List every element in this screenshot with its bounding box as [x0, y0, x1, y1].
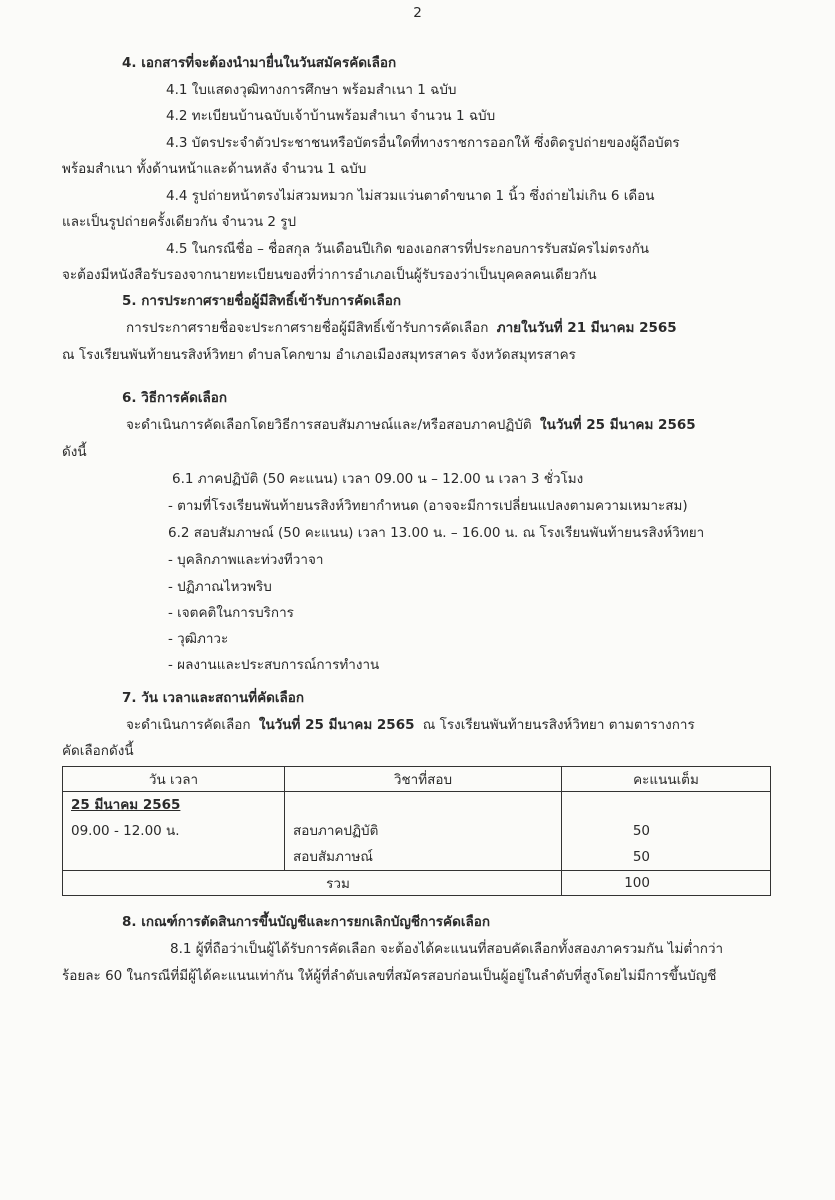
item-4-2: 4.2 ทะเบียนบ้านฉบับเจ้าบ้านพร้อมสำเนา จำนวน 1 ฉบับ	[166, 108, 496, 124]
section-5-para-line2: ณ โรงเรียนพันท้ายนรสิงห์วิทยา ตำบลโคกขาม อำเภอเมืองสมุทรสาคร จังหวัดสมุทรสาคร	[62, 347, 576, 363]
item-6-1: 6.1 ภาคปฏิบัติ (50 คะแนน) เวลา 09.00 น – 12.00 น เวลา 3 ชั่วโมง	[172, 471, 584, 487]
subject-practical: สอบภาคปฏิบัติ	[293, 823, 379, 839]
exam-date: 25 มีนาคม 2565	[71, 797, 181, 813]
criteria-item: - เจตคติในการบริการ	[168, 605, 294, 621]
section-7-para-line1	[126, 716, 695, 734]
criteria-item: - ปฏิภาณไหวพริบ	[168, 579, 272, 595]
item-8-1-line1: 8.1 ผู้ที่ถือว่าเป็นผู้ได้รับการคัดเลือก จะต้องได้คะแนนที่สอบคัดเลือกทั้งสองภาครวมกัน ไม่ต่ำกว่า	[170, 941, 724, 957]
section-4-heading: 4. เอกสารที่จะต้องนำมายื่นในวันสมัครคัดเลือก	[122, 55, 397, 71]
header-date-time: วัน เวลา	[63, 767, 285, 792]
table-row	[63, 792, 771, 871]
item-4-5-line1: 4.5 ในกรณีชื่อ – ชื่อสกุล วันเดือนปีเกิด ของเอกสารที่ประกอบการรับสมัครไม่ตรงกัน	[166, 241, 649, 257]
item-8-1-line2: ร้อยละ 60 ในกรณีที่มีผู้ได้คะแนนเท่ากัน ให้ผู้ที่ลำดับเลขที่สมัครสอบก่อนเป็นผู้อยู่ในลำดับที่สูงโดยไม่มีการขึ้นบัญชี	[62, 968, 717, 984]
item-4-4-line1: 4.4 รูปถ่ายหน้าตรงไม่สวมหมวก ไม่สวมแว่นตาดำขนาด 1 นิ้ว ซึ่งถ่ายไม่เกิน 6 เดือน	[166, 188, 655, 204]
section-7-text: จะดำเนินการคัดเลือก	[126, 717, 251, 733]
item-4-4-line2: และเป็นรูปถ่ายครั้งเดียวกัน จำนวน 2 รูป	[62, 214, 297, 230]
item-4-1: 4.1 ใบแสดงวุฒิทางการศึกษา พร้อมสำเนา 1 ฉบับ	[166, 82, 457, 98]
section-7-date: ในวันที่ 25 มีนาคม 2565	[258, 717, 415, 733]
criteria-item: - ผลงานและประสบการณ์การทำงาน	[168, 657, 380, 673]
item-4-3-line1: 4.3 บัตรประจำตัวประชาชนหรือบัตรอื่นใดที่ทางราชการออกให้ ซึ่งติดรูปถ่ายของผู้ถือบัตร	[166, 135, 680, 151]
section-6-text: จะดำเนินการคัดเลือกโดยวิธีการสอบสัมภาษณ์และ/หรือสอบภาคปฏิบัติ	[126, 417, 532, 433]
item-6-2: 6.2 สอบสัมภาษณ์ (50 คะแนน) เวลา 13.00 น. – 16.00 น. ณ โรงเรียนพันท้ายนรสิงห์วิทยา	[168, 525, 705, 541]
item-6-1-detail: - ตามที่โรงเรียนพันท้ายนรสิงห์วิทยากำหนด (อาจจะมีการเปลี่ยนแปลงตามความเหมาะสม)	[168, 498, 688, 514]
header-score: คะแนนเต็ม	[562, 767, 771, 792]
schedule-table	[62, 766, 771, 896]
score-cell	[562, 792, 771, 871]
subject-interview: สอบสัมภาษณ์	[293, 849, 373, 865]
criteria-item: - บุคลิกภาพและท่วงทีวาจา	[168, 552, 324, 568]
date-cell	[63, 792, 285, 871]
score-interview: 50	[632, 849, 650, 865]
item-4-3-line2: พร้อมสำเนา ทั้งด้านหน้าและด้านหลัง จำนวน 1 ฉบับ	[62, 161, 367, 177]
section-6-heading: 6. วิธีการคัดเลือก	[122, 390, 228, 406]
section-7-heading: 7. วัน เวลาและสถานที่คัดเลือก	[122, 690, 305, 706]
subject-cell	[285, 792, 562, 871]
table-header-row	[63, 767, 771, 792]
section-7-para-line2: คัดเลือกดังนี้	[62, 743, 134, 759]
table-total-row	[63, 871, 771, 896]
section-5-heading: 5. การประกาศรายชื่อผู้มีสิทธิ์เข้ารับการคัดเลือก	[122, 293, 402, 309]
total-score: 100	[562, 871, 771, 896]
section-7-text-cont: ณ โรงเรียนพันท้ายนรสิงห์วิทยา ตามตารางการ	[422, 717, 695, 733]
section-5-date: ภายในวันที่ 21 มีนาคม 2565	[496, 320, 677, 336]
total-label: รวม	[63, 871, 562, 896]
criteria-item: - วุฒิภาวะ	[168, 631, 229, 647]
section-6-date: ในวันที่ 25 มีนาคม 2565	[540, 417, 696, 433]
page-number: 2	[413, 5, 422, 21]
item-4-5-line2: จะต้องมีหนังสือรับรองจากนายทะเบียนของที่ว่าการอำเภอเป็นผู้รับรองว่าเป็นบุคคลคนเดียวกัน	[62, 267, 597, 283]
section-8-heading: 8. เกณฑ์การตัดสินการขึ้นบัญชีและการยกเลิกบัญชีการคัดเลือก	[122, 914, 491, 930]
section-6-para-line2: ดังนี้	[62, 444, 87, 460]
section-5-para-line1	[126, 319, 677, 337]
exam-time: 09.00 - 12.00 น.	[71, 823, 180, 839]
section-5-text: การประกาศรายชื่อจะประกาศรายชื่อผู้มีสิทธิ์เข้ารับการคัดเลือก	[126, 320, 489, 336]
header-subject: วิชาที่สอบ	[285, 767, 562, 792]
section-6-para-line1	[126, 416, 696, 434]
score-practical: 50	[632, 823, 650, 839]
